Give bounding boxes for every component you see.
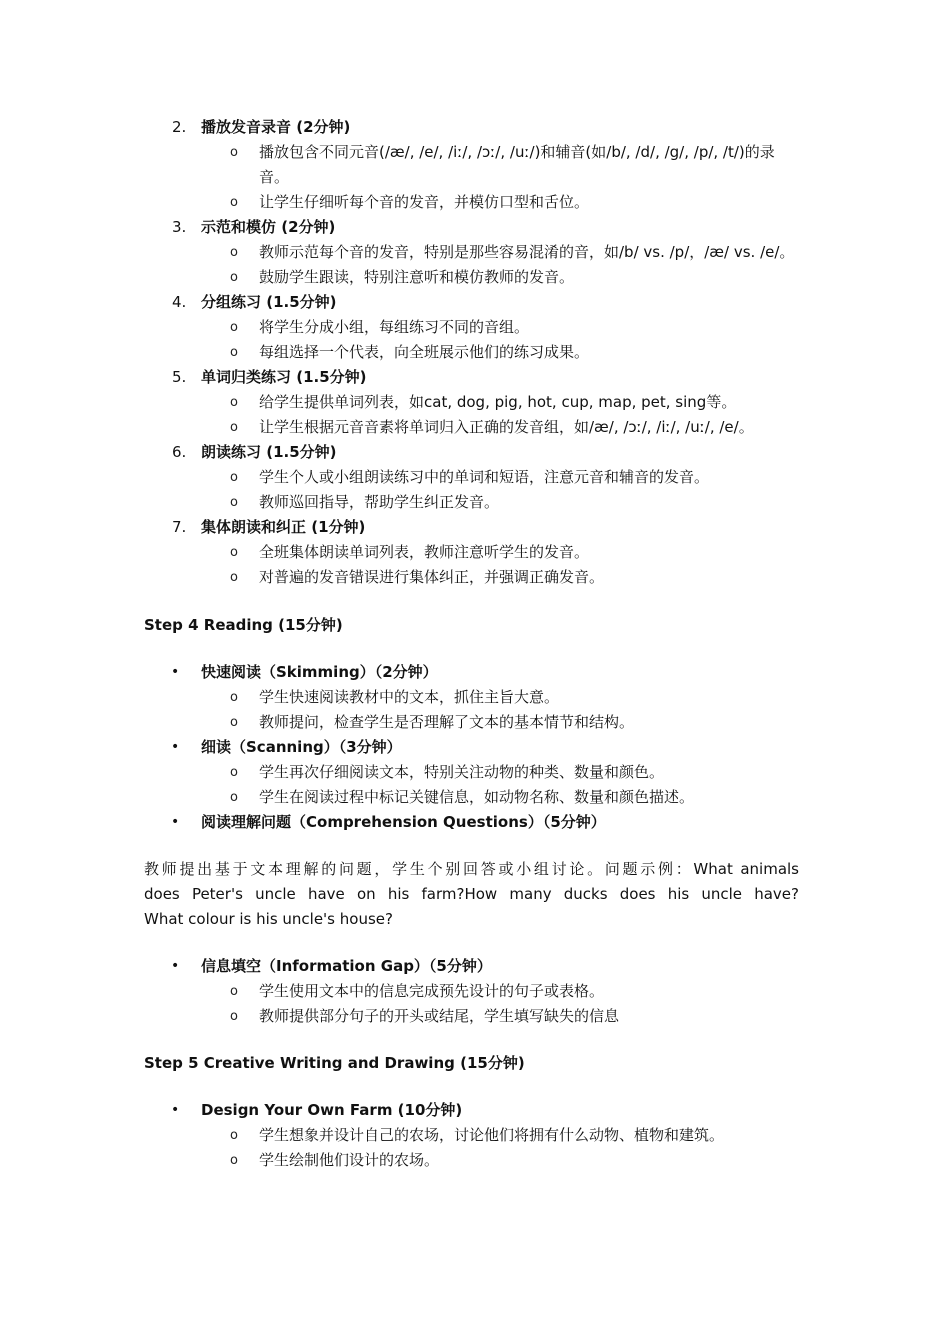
circle-bullet-icon: o — [230, 395, 238, 410]
sub-item — [201, 1123, 799, 1148]
paragraph-line: What colour is his uncle's house? — [144, 910, 393, 928]
item-title: 集体朗读和纠正 (1分钟) — [201, 518, 366, 536]
circle-bullet-icon: o — [230, 984, 238, 999]
sub-item-text: 学生再次仔细阅读文本，特别关注动物的种类、数量和颜色。 — [259, 763, 665, 781]
bullet-title: Design Your Own Farm (10分钟) — [201, 1101, 463, 1119]
sub-item-text: 学生绘制他们设计的农场。 — [259, 1151, 440, 1169]
sub-item-text: 教师巡回指导，帮助学生纠正发音。 — [259, 493, 500, 511]
sub-item-text: 将学生分成小组，每组练习不同的音组。 — [259, 318, 530, 336]
bullet-title: 细读（Scanning）（3分钟） — [201, 738, 402, 756]
sub-item — [201, 540, 799, 565]
sub-item-text: 让学生根据元音音素将单词归入正确的发音组，如/æ/, /ɔː/, /iː/, /uː/, /e/。 — [259, 418, 754, 436]
circle-bullet-icon: o — [230, 790, 238, 805]
circle-bullet-icon: o — [230, 545, 238, 560]
circle-bullet-icon: o — [230, 570, 238, 585]
bullet-item — [144, 1098, 799, 1173]
item-number: 2. — [172, 118, 187, 136]
item-number: 6. — [172, 443, 187, 461]
sub-item-text: 学生快速阅读教材中的文本，抓住主旨大意。 — [259, 688, 560, 706]
sub-item-text: 让学生仔细听每个音的发音，并模仿口型和舌位。 — [259, 193, 590, 211]
circle-bullet-icon: o — [230, 420, 238, 435]
bullet-dot-icon: • — [171, 958, 180, 974]
sub-list — [201, 685, 799, 735]
sub-item-text: 学生个人或小组朗读练习中的单词和短语，注意元音和辅音的发音。 — [259, 468, 710, 486]
sub-item — [201, 979, 799, 1004]
item-title: 播放发音录音 (2分钟) — [201, 118, 351, 136]
sub-item — [201, 265, 799, 290]
circle-bullet-icon: o — [230, 1009, 238, 1024]
paragraph-line: does Peter's uncle have on his farm?How many ducks does his uncle have? — [144, 885, 799, 903]
bullet-dot-icon: • — [171, 1102, 180, 1118]
sub-item-text: 播放包含不同元音(/æ/, /e/, /iː/, /ɔː/, /uː/)和辅音(如/b/, /d/, /g/, /p/, /t/)的录音。 — [259, 143, 775, 186]
bullet-dot-icon: • — [171, 739, 180, 755]
item-number: 3. — [172, 218, 187, 236]
circle-bullet-icon: o — [230, 715, 238, 730]
sub-item-text: 全班集体朗读单词列表，教师注意听学生的发音。 — [259, 543, 590, 561]
sub-item — [201, 190, 799, 215]
circle-bullet-icon: o — [230, 1153, 238, 1168]
circle-bullet-icon: o — [230, 1128, 238, 1143]
bullet-title: 阅读理解问题（Comprehension Questions）（5分钟） — [201, 813, 606, 831]
bullet-dot-icon: • — [171, 664, 180, 680]
sub-item — [201, 315, 799, 340]
bullet-item — [144, 810, 799, 835]
circle-bullet-icon: o — [230, 320, 238, 335]
sub-item — [201, 140, 799, 190]
circle-bullet-icon: o — [230, 195, 238, 210]
sub-item — [201, 710, 799, 735]
circle-bullet-icon: o — [230, 765, 238, 780]
step5-heading: Step 5 Creative Writing and Drawing (15分钟) — [144, 1054, 525, 1072]
sub-item — [201, 240, 799, 265]
bullet-title: 快速阅读（Skimming）（2分钟） — [201, 663, 438, 681]
circle-bullet-icon: o — [230, 345, 238, 360]
circle-bullet-icon: o — [230, 495, 238, 510]
sub-item — [201, 1148, 799, 1173]
sub-list — [201, 315, 799, 365]
comprehension-paragraph — [144, 857, 799, 932]
sub-item-text: 学生在阅读过程中标记关键信息，如动物名称、数量和颜色描述。 — [259, 788, 695, 806]
sub-item-text: 对普遍的发音错误进行集体纠正，并强调正确发音。 — [259, 568, 605, 586]
sub-item-text: 教师提问，检查学生是否理解了文本的基本情节和结构。 — [259, 713, 635, 731]
item-number: 7. — [172, 518, 187, 536]
step4-heading: Step 4 Reading (15分钟) — [144, 616, 343, 634]
numbered-item — [144, 290, 799, 365]
circle-bullet-icon: o — [230, 145, 238, 160]
step4-bullet-list-2 — [144, 954, 799, 1029]
item-number: 4. — [172, 293, 187, 311]
sub-item — [201, 490, 799, 515]
bullet-item — [144, 954, 799, 1029]
sub-item-text: 给学生提供单词列表，如cat, dog, pig, hot, cup, map, pet, sing等。 — [259, 393, 737, 411]
item-number: 5. — [172, 368, 187, 386]
numbered-item — [144, 515, 799, 590]
sub-item — [201, 1004, 799, 1029]
bullet-item — [144, 735, 799, 810]
document-content — [144, 115, 799, 1173]
sub-list — [201, 760, 799, 810]
sub-item-text: 教师示范每个音的发音，特别是那些容易混淆的音，如/b/ vs. /p/，/æ/ vs. /e/。 — [259, 243, 795, 261]
paragraph-line: 教师提出基于文本理解的问题，学生个别回答或小组讨论。问题示例：What animals — [144, 860, 799, 878]
sub-item — [201, 760, 799, 785]
item-title: 示范和模仿 (2分钟) — [201, 218, 336, 236]
sub-item — [201, 340, 799, 365]
circle-bullet-icon: o — [230, 245, 238, 260]
item-title: 单词归类练习 (1.5分钟) — [201, 368, 367, 386]
sub-item-text: 每组选择一个代表，向全班展示他们的练习成果。 — [259, 343, 590, 361]
sub-item-text: 教师提供部分句子的开头或结尾，学生填写缺失的信息 — [259, 1007, 620, 1025]
sub-item — [201, 685, 799, 710]
sub-item — [201, 415, 799, 440]
bullet-dot-icon: • — [171, 814, 180, 830]
sub-item-text: 鼓励学生跟读，特别注意听和模仿教师的发音。 — [259, 268, 575, 286]
sub-list — [201, 979, 799, 1029]
numbered-list — [144, 115, 799, 590]
sub-item — [201, 785, 799, 810]
item-title: 分组练习 (1.5分钟) — [201, 293, 337, 311]
circle-bullet-icon: o — [230, 690, 238, 705]
circle-bullet-icon: o — [230, 470, 238, 485]
circle-bullet-icon: o — [230, 270, 238, 285]
sub-list — [201, 540, 799, 590]
numbered-item — [144, 365, 799, 440]
sub-item — [201, 465, 799, 490]
sub-item-text: 学生使用文本中的信息完成预先设计的句子或表格。 — [259, 982, 605, 1000]
step5-bullet-list — [144, 1098, 799, 1173]
sub-list — [201, 140, 799, 215]
bullet-item — [144, 660, 799, 735]
sub-list — [201, 1123, 799, 1173]
sub-list — [201, 465, 799, 515]
step4-bullet-list — [144, 660, 799, 835]
sub-list — [201, 390, 799, 440]
sub-list — [201, 240, 799, 290]
item-title: 朗读练习 (1.5分钟) — [201, 443, 337, 461]
numbered-item — [144, 215, 799, 290]
sub-item — [201, 390, 799, 415]
bullet-title: 信息填空（Information Gap）（5分钟） — [201, 957, 492, 975]
sub-item-text: 学生想象并设计自己的农场，讨论他们将拥有什么动物、植物和建筑。 — [259, 1126, 725, 1144]
sub-item — [201, 565, 799, 590]
numbered-item — [144, 115, 799, 215]
numbered-item — [144, 440, 799, 515]
